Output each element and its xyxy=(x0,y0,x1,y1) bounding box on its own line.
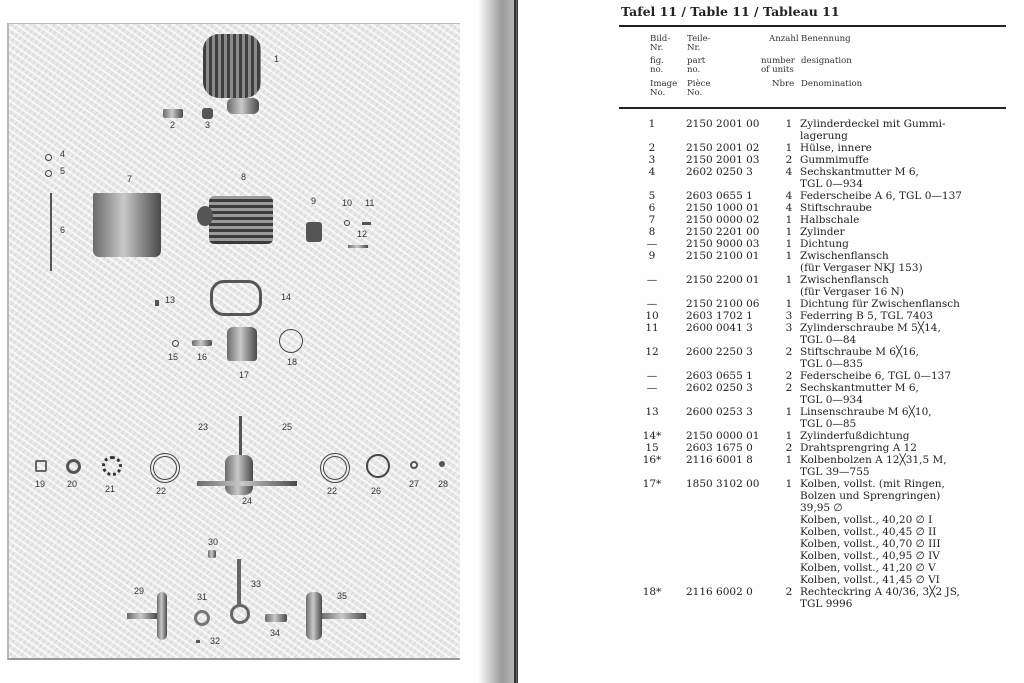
description: Zwischenflansch (für Vergaser 16 N) xyxy=(800,274,904,298)
part-number: 2150 1000 01 xyxy=(686,202,760,214)
quantity: 1 xyxy=(785,454,793,466)
description: Stiftschraube M 6╳16, TGL 0—835 xyxy=(800,346,920,370)
header-desc-fr: Denomination xyxy=(801,79,863,89)
part-cylinder-base-gasket xyxy=(210,280,262,316)
part-connecting-rod-big-end xyxy=(230,604,250,624)
table-row xyxy=(518,442,1024,454)
label-33: 33 xyxy=(251,579,262,589)
label-6: 6 xyxy=(60,225,66,235)
part-seal-ring xyxy=(366,454,390,478)
fig-number: — xyxy=(646,274,658,286)
fig-number: — xyxy=(646,370,658,382)
description: Sechskantmutter M 6, TGL 0—934 xyxy=(800,166,919,190)
table-row xyxy=(518,202,1024,214)
description: Federring B 5, TGL 7403 xyxy=(800,310,933,322)
table-row xyxy=(518,310,1024,322)
fig-number: 9 xyxy=(648,250,656,262)
part-half-shell xyxy=(93,193,161,257)
header-qty-en: number of units xyxy=(761,56,795,75)
quantity: 1 xyxy=(785,298,793,310)
part-number: 2150 2200 01 xyxy=(686,274,760,286)
description: Dichtung für Zwischenflansch xyxy=(800,298,960,310)
table-row xyxy=(518,370,1024,382)
part-rubber-sleeve xyxy=(202,108,213,119)
part-number: 2150 2001 02 xyxy=(686,142,760,154)
part-sleeve xyxy=(163,109,183,118)
fig-number: 8 xyxy=(648,226,656,238)
description: Linsenschraube M 6╳10, TGL 0—85 xyxy=(800,406,932,430)
fig-number: 3 xyxy=(648,154,656,166)
fig-number: 10 xyxy=(645,310,659,322)
header-fig-fr: Image No. xyxy=(650,79,678,98)
label-10: 10 xyxy=(342,198,353,208)
part-number: 2116 6002 0 xyxy=(686,586,753,598)
part-crank-pin xyxy=(196,640,200,643)
part-number: 1850 3102 00 xyxy=(686,478,760,490)
description: Drahtsprengring A 12 xyxy=(800,442,917,454)
quantity: 1 xyxy=(785,226,793,238)
part-number: 2150 2001 03 xyxy=(686,154,760,166)
header-part-fr: Pièce No. xyxy=(687,79,711,98)
table-row xyxy=(518,454,1024,478)
table-row xyxy=(518,238,1024,250)
quantity: 3 xyxy=(785,322,793,334)
quantity: 1 xyxy=(785,478,793,490)
part-crank-half-left xyxy=(157,592,167,640)
part-ball-bearing-right xyxy=(320,453,350,483)
part-ball xyxy=(439,461,445,467)
description: Zwischenflansch (für Vergaser NKJ 153) xyxy=(800,250,923,274)
label-28: 28 xyxy=(438,479,449,489)
fig-number: 6 xyxy=(648,202,656,214)
label-5: 5 xyxy=(60,166,66,176)
table-row xyxy=(518,226,1024,238)
part-head-sleeve xyxy=(227,98,259,114)
label-23: 23 xyxy=(198,422,209,432)
part-piston-ring xyxy=(279,329,303,353)
table-row xyxy=(518,430,1024,442)
label-25: 25 xyxy=(282,422,293,432)
quantity: 2 xyxy=(785,370,793,382)
label-31: 31 xyxy=(197,592,208,602)
label-17: 17 xyxy=(239,370,250,380)
part-number: 2150 2100 01 xyxy=(686,250,760,262)
header-fig-en: fig. no. xyxy=(650,56,664,75)
part-intermediate-flange xyxy=(306,222,322,242)
description: Halbschale xyxy=(800,214,860,226)
quantity: 2 xyxy=(785,442,793,454)
label-27: 27 xyxy=(409,479,420,489)
label-22-left: 22 xyxy=(156,486,167,496)
label-29: 29 xyxy=(134,586,145,596)
part-number: 2600 0041 3 xyxy=(686,322,753,334)
label-11: 11 xyxy=(365,198,375,208)
fig-number: 4 xyxy=(648,166,656,178)
header-qty-de: Anzahl xyxy=(769,34,799,44)
part-ball-bearing-left xyxy=(150,453,180,483)
label-32: 32 xyxy=(210,636,221,646)
description: Zylinderschraube M 5╳14, TGL 0—84 xyxy=(800,322,941,346)
table-top-rule xyxy=(619,25,1006,27)
part-hex-nut xyxy=(45,154,52,161)
table-row xyxy=(518,166,1024,190)
part-number: 2603 0655 1 xyxy=(686,190,753,202)
part-cylinder-head xyxy=(203,34,261,98)
right-page xyxy=(518,0,1024,683)
part-number: 2603 0655 1 xyxy=(686,370,753,382)
part-pin xyxy=(265,614,287,622)
part-crankshaft xyxy=(225,455,253,495)
fig-number: 14* xyxy=(642,430,662,442)
fig-number: — xyxy=(646,238,658,250)
quantity: 1 xyxy=(785,214,793,226)
table-row xyxy=(518,250,1024,274)
quantity: 1 xyxy=(785,274,793,286)
label-19: 19 xyxy=(35,479,46,489)
label-22-right: 22 xyxy=(327,486,338,496)
label-15: 15 xyxy=(168,352,179,362)
label-20: 20 xyxy=(67,479,78,489)
table-row xyxy=(518,190,1024,202)
quantity: 2 xyxy=(785,382,793,394)
part-needle-cage xyxy=(208,550,216,558)
fig-number: 11 xyxy=(645,322,659,334)
part-cheese-screw xyxy=(362,222,371,225)
quantity: 2 xyxy=(785,346,793,358)
label-26: 26 xyxy=(371,486,382,496)
part-connecting-rod xyxy=(237,559,241,607)
fig-number: 1 xyxy=(648,118,656,130)
part-piston xyxy=(227,327,257,361)
label-18: 18 xyxy=(287,357,298,367)
quantity: 1 xyxy=(785,430,793,442)
table-row xyxy=(518,214,1024,226)
label-9: 9 xyxy=(311,196,317,206)
part-number: 2602 0250 3 xyxy=(686,166,753,178)
part-number: 2116 6001 8 xyxy=(686,454,753,466)
table-row xyxy=(518,142,1024,154)
description: Federscheibe 6, TGL 0—137 xyxy=(800,370,952,382)
fig-number: 16* xyxy=(642,454,662,466)
part-lens-screw xyxy=(155,300,159,306)
description: Kolbenbolzen A 12╳31,5 M, TGL 39—755 xyxy=(800,454,947,478)
part-thrust-washer xyxy=(194,610,210,626)
fig-number: — xyxy=(646,298,658,310)
label-14: 14 xyxy=(281,292,292,302)
table-header-rule xyxy=(619,107,1006,109)
quantity: 4 xyxy=(785,166,793,178)
label-12: 12 xyxy=(357,229,368,239)
fig-number: — xyxy=(646,382,658,394)
part-crank-half-left-shaft xyxy=(127,613,157,619)
header-desc-de: Benennung xyxy=(801,34,851,44)
left-page xyxy=(0,0,480,683)
table-title: Tafel 11 / Table 11 / Tableau 11 xyxy=(621,4,840,19)
part-bushing xyxy=(66,459,81,474)
part-circlip xyxy=(172,340,179,347)
fig-number: 18* xyxy=(642,586,662,598)
part-piston-pin xyxy=(192,340,212,346)
description: Rechteckring A 40/36, 3╳2 JS, TGL 9996 xyxy=(800,586,960,610)
table-row xyxy=(518,346,1024,370)
label-1: 1 xyxy=(274,54,280,64)
part-number: 2150 0000 02 xyxy=(686,214,760,226)
part-cylinder-port xyxy=(197,206,213,226)
fig-number: 17* xyxy=(642,478,662,490)
label-16: 16 xyxy=(197,352,208,362)
quantity: 1 xyxy=(785,406,793,418)
description: Dichtung xyxy=(800,238,849,250)
fig-number: 2 xyxy=(648,142,656,154)
part-number: 2602 0250 3 xyxy=(686,382,753,394)
label-7: 7 xyxy=(127,174,133,184)
part-crankshaft-axle xyxy=(197,481,297,486)
header-desc-en: designation xyxy=(801,56,852,66)
part-number: 2150 2201 00 xyxy=(686,226,760,238)
description: Zylinderdeckel mit Gummi- lagerung xyxy=(800,118,946,142)
part-number: 2150 2001 00 xyxy=(686,118,760,130)
quantity: 4 xyxy=(785,202,793,214)
quantity: 1 xyxy=(785,250,793,262)
description: Federscheibe A 6, TGL 0—137 xyxy=(800,190,962,202)
part-number: 2600 0253 3 xyxy=(686,406,753,418)
part-stud-screw xyxy=(348,245,368,248)
quantity: 3 xyxy=(785,310,793,322)
label-2: 2 xyxy=(170,120,176,130)
part-number: 2150 9000 03 xyxy=(686,238,760,250)
part-spring-washer xyxy=(45,170,52,177)
part-nut xyxy=(35,460,47,472)
part-number: 2150 2100 06 xyxy=(686,298,760,310)
part-number: 2150 0000 01 xyxy=(686,430,760,442)
table-row xyxy=(518,406,1024,430)
part-crank-half-right-shaft xyxy=(322,613,366,619)
part-number: 2600 2250 3 xyxy=(686,346,753,358)
label-30: 30 xyxy=(208,537,219,547)
label-34: 34 xyxy=(270,628,281,638)
label-4: 4 xyxy=(60,149,66,159)
quantity: 2 xyxy=(785,586,793,598)
table-row xyxy=(518,274,1024,298)
description: Kolben, vollst. (mit Ringen, Bolzen und Sprengringen) 39,95 ∅ Kolben, vollst., 40,20 ∅ I Kolben, vollst., 40,45 ∅ II Kolben, vollst., 40,70 ∅ III Kolben, vollst., 40,95 ∅ IV Kolben, vollst., 41,20 ∅ V Kolben, vollst., 41,45 ∅ VI xyxy=(800,478,945,586)
table-row xyxy=(518,118,1024,142)
label-3: 3 xyxy=(205,120,211,130)
part-number: 2603 1675 0 xyxy=(686,442,753,454)
description: Sechskantmutter M 6, TGL 0—934 xyxy=(800,382,919,406)
label-21: 21 xyxy=(105,484,116,494)
quantity: 1 xyxy=(785,238,793,250)
description: Zylinderfußdichtung xyxy=(800,430,910,442)
part-gear xyxy=(102,456,122,476)
page-edge xyxy=(514,0,516,683)
description: Stiftschraube xyxy=(800,202,872,214)
quantity: 4 xyxy=(785,190,793,202)
part-spring-ring xyxy=(344,220,350,226)
part-stud-bolt xyxy=(50,193,52,271)
header-part-de: Teile- Nr. xyxy=(687,34,711,53)
part-cylinder xyxy=(209,196,273,244)
part-washer xyxy=(410,461,418,469)
label-13: 13 xyxy=(165,295,176,305)
part-number: 2603 1702 1 xyxy=(686,310,753,322)
fig-number: 7 xyxy=(648,214,656,226)
header-qty-fr: Nbre xyxy=(772,79,795,89)
table-row xyxy=(518,298,1024,310)
header-part-en: part no. xyxy=(687,56,706,75)
fig-number: 13 xyxy=(645,406,659,418)
label-8: 8 xyxy=(241,172,247,182)
exploded-view-plate xyxy=(7,23,460,660)
header-fig-de: Bild- Nr. xyxy=(650,34,671,53)
description: Zylinder xyxy=(800,226,845,238)
quantity: 1 xyxy=(785,118,793,130)
table-row xyxy=(518,322,1024,346)
quantity: 1 xyxy=(785,142,793,154)
part-crank-half-right xyxy=(306,592,322,640)
table-row xyxy=(518,586,1024,610)
fig-number: 5 xyxy=(648,190,656,202)
quantity: 2 xyxy=(785,154,793,166)
description: Gummimuffe xyxy=(800,154,869,166)
fig-number: 15 xyxy=(645,442,659,454)
table-row xyxy=(518,478,1024,586)
table-row xyxy=(518,154,1024,166)
fig-number: 12 xyxy=(645,346,659,358)
label-35: 35 xyxy=(337,591,348,601)
book-gutter xyxy=(478,0,518,683)
table-row xyxy=(518,382,1024,406)
label-24: 24 xyxy=(242,496,253,506)
description: Hülse, innere xyxy=(800,142,872,154)
